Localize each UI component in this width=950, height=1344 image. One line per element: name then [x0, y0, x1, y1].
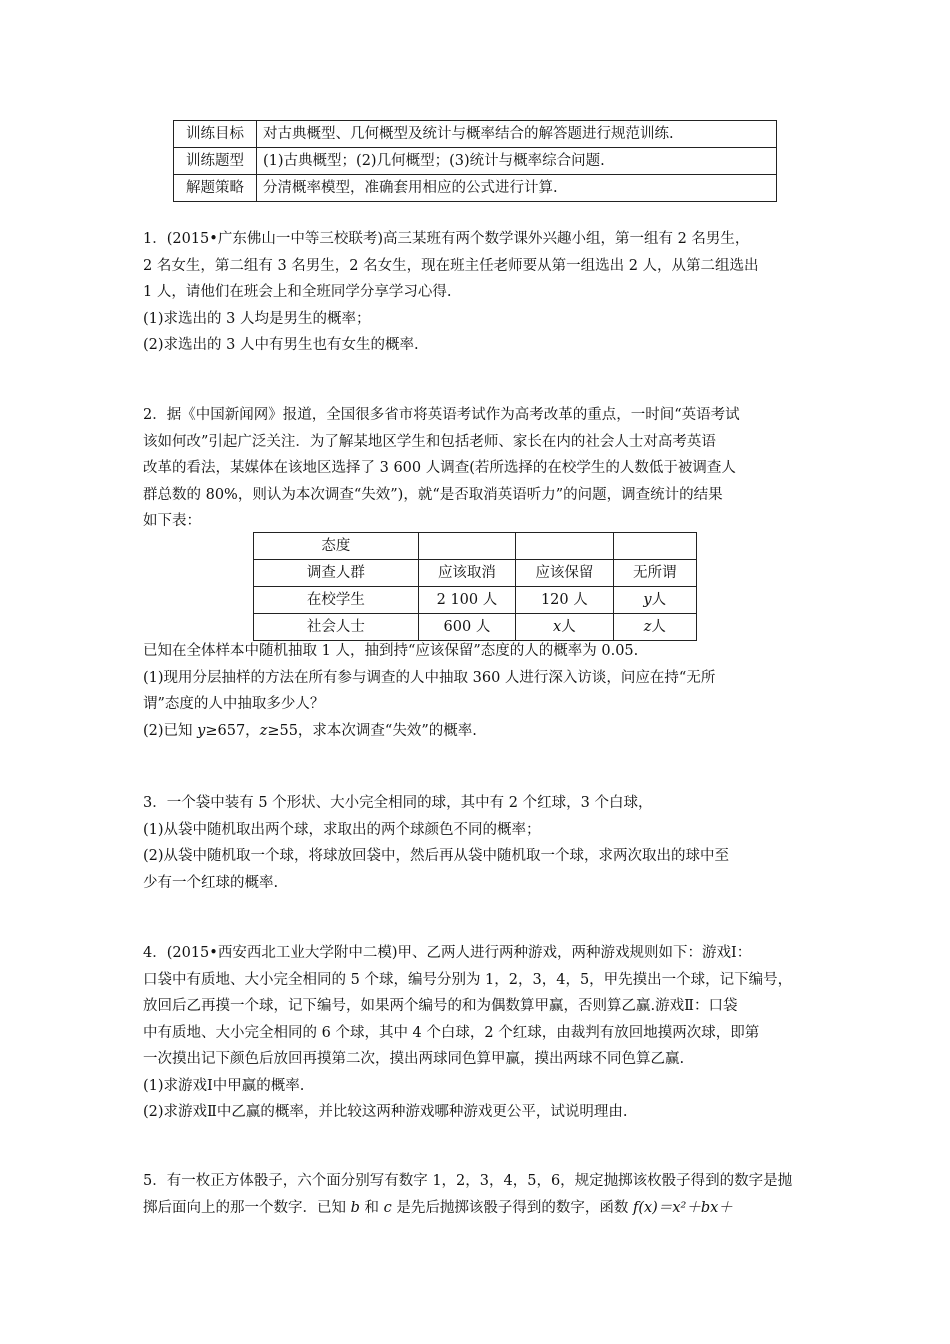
info-value: (1)古典概型；(2)几何概型；(3)统计与概率综合问题. [257, 148, 777, 175]
question-line: (2)从袋中随机取一个球，将球放回袋中，然后再从袋中随机取一个球，求两次取出的球中至 [143, 848, 730, 864]
variable-b: b [350, 1199, 360, 1216]
question-line: 1．(2015•广东佛山一中等三校联考)高三某班有两个数学课外兴趣小组，第一组有 2 名男生， [143, 231, 750, 247]
info-key: 训练题型 [174, 148, 257, 175]
question-line: 谓”态度的人中抽取多少人？ [143, 696, 325, 712]
table-cell [613, 614, 696, 641]
table-header-cell: 应该取消 [418, 560, 515, 587]
question-line: (1)求选出的 3 人均是男生的概率； [143, 310, 371, 327]
training-info-table [173, 120, 777, 202]
question-line: (1)求游戏Ⅰ中甲赢的概率. [143, 1077, 305, 1094]
question-line: 2 名女生，第二组有 3 名男生，2 名女生，现在班主任老师要从第一组选出 2 人，从第二组选出 [143, 257, 759, 274]
table-header-cell: 态度 [254, 533, 419, 560]
table-header-cell: 应该保留 [516, 560, 613, 587]
question-line: 2．据《中国新闻网》报道，全国很多省市将英语考试作为高考改革的重点，一时间“英语考试 [143, 407, 740, 423]
question-5 [143, 1168, 811, 1221]
text-span: 和 [359, 1199, 384, 1216]
question-line: (1)现用分层抽样的方法在所有参与调查的人中抽取 360 人进行深入访谈，问应在持“无所 [143, 669, 716, 686]
function-expression: f(x)＝x²＋bx＋ [632, 1199, 733, 1216]
survey-table [253, 532, 697, 641]
table-row [174, 148, 777, 175]
variable-y: y [643, 592, 652, 608]
question-line: 已知在全体样本中随机抽取 1 人，抽到持“应该保留”态度的人的概率为 0.05. [143, 643, 639, 659]
unit-text: 人 [651, 619, 666, 635]
info-value: 分清概率模型，准确套用相应的公式进行计算. [257, 175, 777, 202]
info-value: 对古典概型、几何概型及统计与概率结合的解答题进行规范训练. [257, 121, 777, 148]
variable-c: c [383, 1199, 392, 1216]
question-line [143, 1195, 811, 1222]
unit-text: 人 [561, 619, 576, 635]
info-key: 训练目标 [174, 121, 257, 148]
table-header-cell: 无所谓 [613, 560, 696, 587]
table-cell: 在校学生 [254, 587, 419, 614]
question-1 [143, 226, 811, 359]
variable-y: y [197, 722, 206, 739]
text-span: (2)已知 [143, 722, 198, 739]
table-row [254, 560, 697, 587]
question-line: (2)求选出的 3 人中有男生也有女生的概率. [143, 337, 419, 353]
question-3 [143, 790, 811, 896]
table-cell: 600 人 [418, 614, 515, 641]
variable-x: x [553, 619, 562, 635]
text-span: ≥657， [205, 722, 260, 739]
question-line: 少有一个红球的概率. [143, 874, 279, 891]
question-line [143, 718, 811, 745]
table-cell [613, 533, 696, 560]
table-cell [516, 614, 613, 641]
question-line: 4．(2015•西安西北工业大学附中二模)甲、乙两人进行两种游戏，两种游戏规则如下：游戏Ⅰ： [143, 945, 752, 961]
question-line: (2)求游戏Ⅱ中乙赢的概率，并比较这两种游戏哪种游戏更公平，试说明理由. [143, 1104, 628, 1120]
text-span: 掷后面向上的那一个数字．已知 [143, 1199, 351, 1216]
question-2 [143, 402, 811, 535]
question-line: 3．一个袋中装有 5 个形状、大小完全相同的球，其中有 2 个红球，3 个白球， [143, 795, 653, 811]
info-key: 解题策略 [174, 175, 257, 202]
question-line: 该如何改”引起广泛关注．为了解某地区学生和包括老师、家长在内的社会人士对高考英语 [143, 433, 716, 450]
text-span: ≥55，求本次调查“失效”的概率. [267, 722, 477, 739]
table-row [254, 614, 697, 641]
text-span: 是先后抛掷该骰子得到的数字，函数 [391, 1199, 633, 1216]
question-2-continued [143, 638, 811, 744]
table-row [174, 121, 777, 148]
question-line: 放回后乙再摸一个球，记下编号，如果两个编号的和为偶数算甲赢，否则算乙赢.游戏Ⅱ：口袋 [143, 998, 738, 1014]
question-line: 口袋中有质地、大小完全相同的 5 个球，编号分别为 1，2，3，4，5，甲先摸出一个球，记下编号， [143, 971, 793, 988]
table-cell [516, 533, 613, 560]
table-cell [418, 533, 515, 560]
question-line: 如下表： [143, 513, 201, 529]
question-line: (1)从袋中随机取出两个球，求取出的两个球颜色不同的概率； [143, 821, 541, 838]
table-cell: 社会人士 [254, 614, 419, 641]
table-row [254, 587, 697, 614]
question-line: 改革的看法，某媒体在该地区选择了 3 600 人调查(若所选择的在校学生的人数低于被调查人 [143, 460, 736, 476]
variable-z: z [643, 619, 652, 635]
table-header-cell: 调查人群 [254, 560, 419, 587]
table-cell [613, 587, 696, 614]
table-cell: 2 100 人 [418, 587, 515, 614]
variable-z: z [259, 722, 268, 739]
table-row [174, 175, 777, 202]
question-line: 5．有一枚正方体骰子，六个面分别写有数字 1，2，3，4，5，6，规定抛掷该枚骰子得到的数字是抛 [143, 1173, 793, 1189]
table-cell: 120 人 [516, 587, 613, 614]
question-line: 1 人，请他们在班会上和全班同学分享学习心得. [143, 284, 452, 300]
question-4 [143, 940, 811, 1126]
question-line: 群总数的 80%，则认为本次调查“失效”)，就“是否取消英语听力”的问题，调查统计的结果 [143, 486, 723, 503]
question-line: 中有质地、大小完全相同的 6 个球，其中 4 个白球，2 个红球，由裁判有放回地摸两次球，即第 [143, 1024, 760, 1041]
unit-text: 人 [651, 592, 667, 608]
table-row [254, 533, 697, 560]
question-line: 一次摸出记下颜色后放回再摸第二次，摸出两球同色算甲赢，摸出两球不同色算乙赢. [143, 1051, 685, 1067]
